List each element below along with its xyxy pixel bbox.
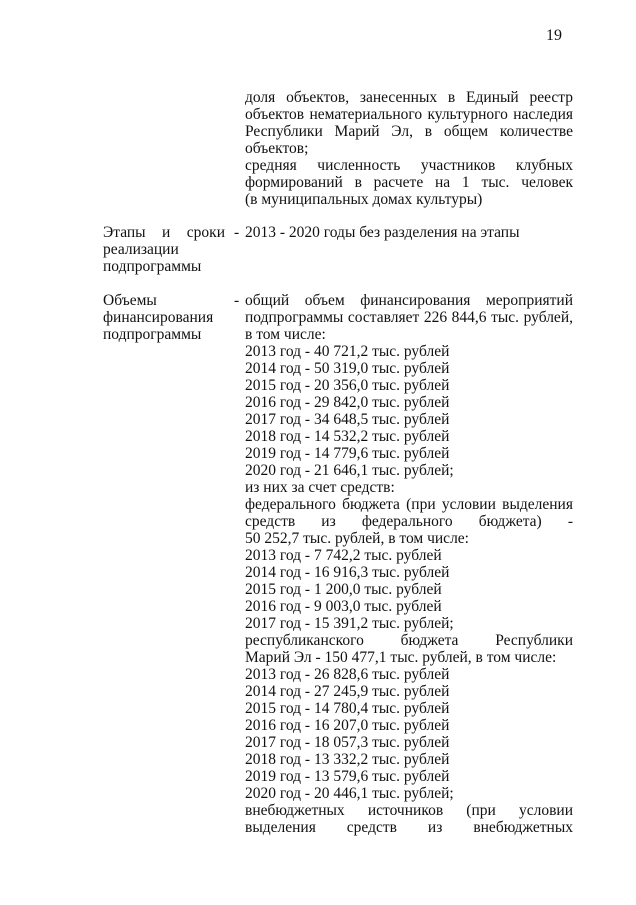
funding-line: 2020 год - 21 646,1 тыс. рублей; (245, 462, 454, 479)
text-line: объектов нематериального культурного наследия (245, 106, 573, 123)
funding-line: 2015 год - 1 200,0 тыс. рублей (245, 581, 442, 598)
funding-line: Марий Эл - 150 477,1 тыс. рублей, в том числе: (245, 649, 557, 666)
funding-line: 2015 год - 14 780,4 тыс. рублей (245, 700, 450, 717)
funding-line: 2020 год - 20 446,1 тыс. рублей; (245, 785, 454, 802)
funding-label-line: финансирования (103, 309, 214, 326)
funding-label-line: Объемы (103, 292, 157, 309)
funding-line: 2013 год - 7 742,2 тыс. рублей (245, 547, 442, 564)
funding-line: подпрограммы составляет 226 844,6 тыс. рублей, (245, 309, 573, 326)
funding-line: 2018 год - 14 532,2 тыс. рублей (245, 428, 450, 445)
funding-line: 50 252,7 тыс. рублей, в том числе: (245, 530, 469, 547)
page-number: 19 (546, 27, 562, 44)
funding-line: 2016 год - 29 842,0 тыс. рублей (245, 394, 450, 411)
funding-line: 2018 год - 13 332,2 тыс. рублей (245, 751, 450, 768)
funding-line: 2016 год - 9 003,0 тыс. рублей (245, 598, 442, 615)
funding-line: 2013 год - 26 828,6 тыс. рублей (245, 666, 450, 683)
funding-line: выделения средств из внебюджетных (245, 819, 573, 836)
funding-line: 2016 год - 16 207,0 тыс. рублей (245, 717, 450, 734)
funding-line: республиканского бюджета Республики (245, 632, 573, 649)
funding-line: общий объем финансирования мероприятий (245, 292, 573, 309)
text-line: средняя численность участников клубных (245, 157, 573, 174)
stages-value: 2013 - 2020 годы без разделения на этапы (245, 224, 520, 241)
text-line: Республики Марий Эл, в общем количестве (245, 123, 573, 140)
funding-line: федерального бюджета (при условии выделения (245, 496, 573, 513)
funding-line: из них за счет средств: (245, 479, 395, 496)
text-line: формирований в расчете на 1 тыс. человек (245, 174, 573, 191)
funding-line: 2015 год - 20 356,0 тыс. рублей (245, 377, 450, 394)
funding-line: 2017 год - 15 391,2 тыс. рублей; (245, 615, 454, 632)
text-line: доля объектов, занесенных в Единый реестр (245, 89, 573, 106)
stages-label-line: подпрограммы (103, 258, 202, 275)
funding-line: в том числе: (245, 326, 326, 343)
text-line: (в муниципальных домах культуры) (245, 191, 483, 208)
funding-line: 2019 год - 13 579,6 тыс. рублей (245, 768, 450, 785)
funding-line: 2014 год - 16 916,3 тыс. рублей (245, 564, 450, 581)
funding-line: средств из федерального бюджета) - (245, 513, 573, 530)
funding-line: 2019 год - 14 779,6 тыс. рублей (245, 445, 450, 462)
funding-line: 2014 год - 50 319,0 тыс. рублей (245, 360, 450, 377)
funding-line: 2014 год - 27 245,9 тыс. рублей (245, 683, 450, 700)
funding-label-line: подпрограммы (103, 326, 202, 343)
funding-line: 2017 год - 18 057,3 тыс. рублей (245, 734, 450, 751)
funding-dash: - (234, 292, 240, 309)
funding-line: внебюджетных источников (при условии (245, 802, 573, 819)
funding-line: 2017 год - 34 648,5 тыс. рублей (245, 411, 450, 428)
stages-label-line: реализации (103, 241, 179, 258)
text-line: объектов; (245, 140, 309, 157)
stages-label-line: Этапы и сроки (103, 224, 225, 241)
funding-line: 2013 год - 40 721,2 тыс. рублей (245, 343, 450, 360)
stages-dash: - (234, 224, 240, 241)
